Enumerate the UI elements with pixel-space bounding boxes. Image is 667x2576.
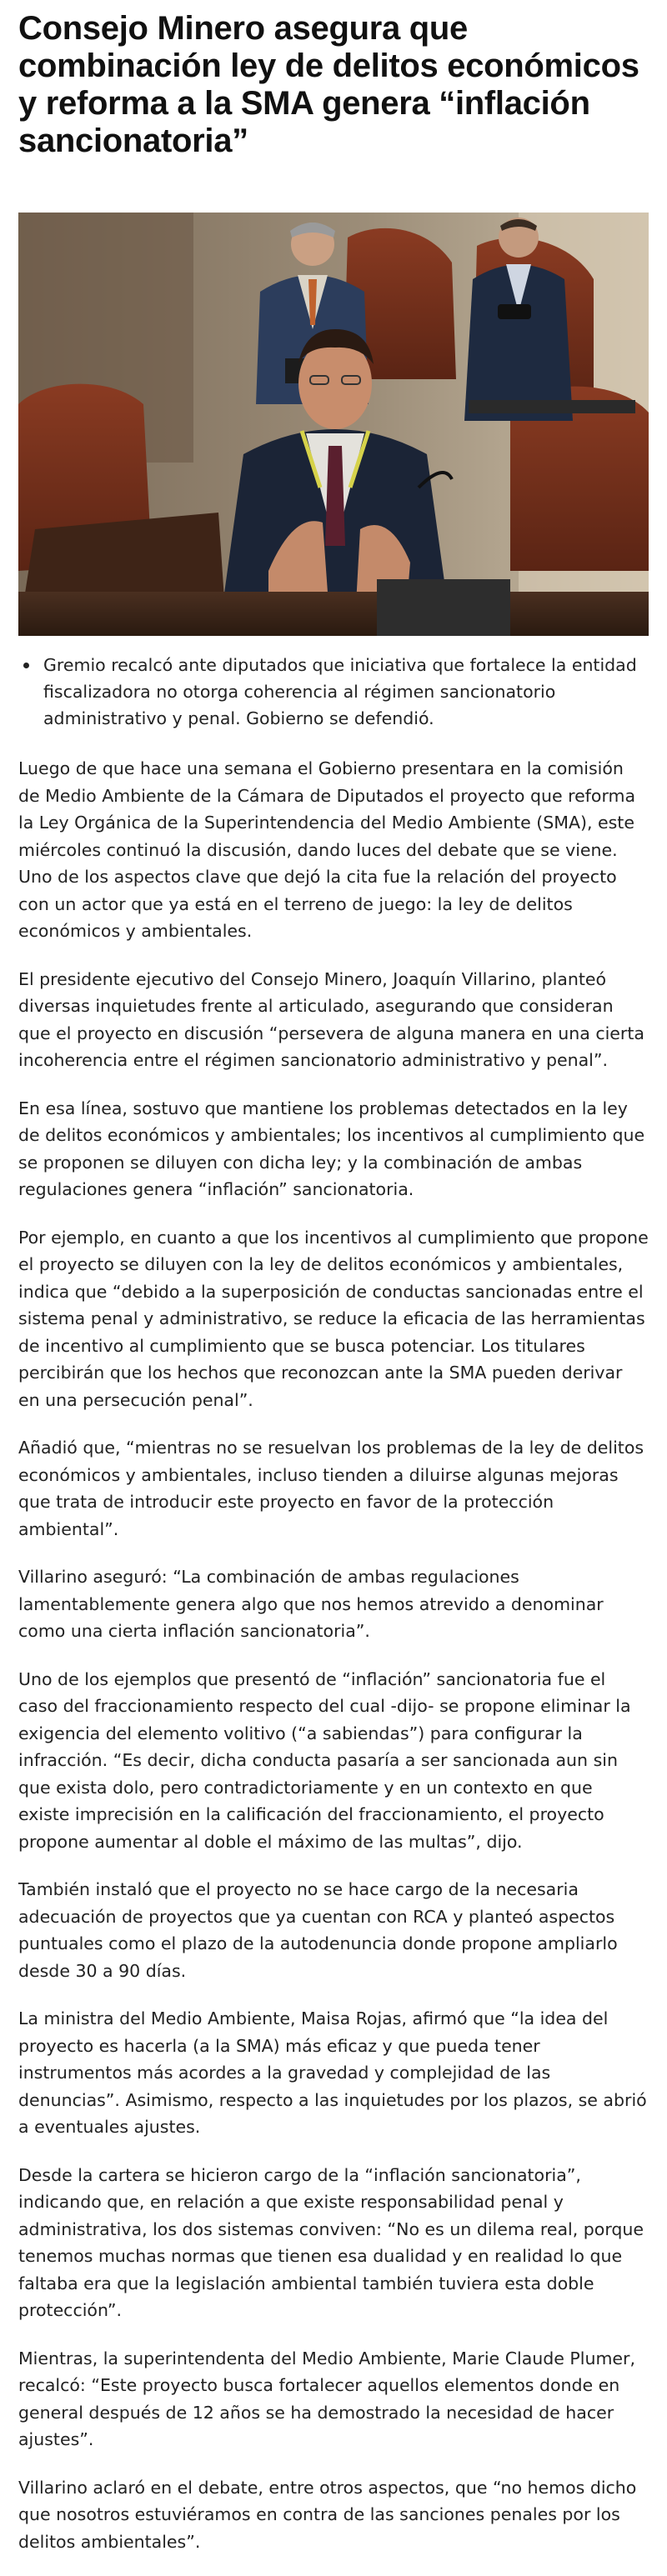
article-body [18, 755, 649, 2576]
body-paragraph: En esa línea, sostuvo que mantiene los problemas detectados en la ley de delitos económicos y ambientales; los incentivos al cumplimiento que se proponen se diluyen con dicha ley; y la combinación de ambas regulaciones genera “inflación” sancionatoria. [18, 1098, 645, 1199]
article-photo [18, 213, 649, 636]
body-paragraph: Luego de que hace una semana el Gobierno presentara en la comisión de Medio Ambiente de la Cámara de Diputados el proyecto que reforma la Ley Orgánica de la Superintendencia del Medio Ambiente (SMA), este miércoles continuó la discusión, dando luces del debate que se viene. Uno de los aspectos clave que dejó la cita fue la relación del proyecto con un actor que ya está en el terreno de juego: la ley de delitos económicos y ambientales. [18, 758, 636, 941]
body-paragraph: Mientras, la superintendenta del Medio Ambiente, Marie Claude Plumer, recalcó: “Este proyecto busca fortalecer aquellos elementos donde en general después de 12 años se ha demostrado la necesidad de hacer ajustes”. [18, 2348, 635, 2449]
body-paragraph: Añadió que, “mientras no se resuelvan los problemas de la ley de delitos económicos y ambientales, incluso tienden a diluirse algunas mejoras que trata de introducir este proyecto en favor de la protección ambiental”. [18, 1438, 644, 1539]
body-paragraph: Desde la cartera se hicieron cargo de la “inflación sancionatoria”, indicando que, en relación a que existe responsabilidad penal y administrativa, los dos sistemas conviven: “No es un dilema real, porque tenemos muchas normas que tienen esa dualidad y en realidad lo que faltaba era que la legislación ambiental también tuviera esta doble protección”. [18, 2164, 644, 2320]
body-paragraph: También instaló que el proyecto no se hace cargo de la necesaria adecuación de proyectos que ya cuentan con RCA y planteó aspectos puntuales como el plazo de la autodenuncia donde propone ampliarlo desde 30 a 90 días. [18, 1879, 618, 1981]
body-paragraph: Uno de los ejemplos que presentó de “inflación” sancionatoria fue el caso del fraccionamiento respecto del cual -dijo- se propone eliminar la exigencia del elemento volitivo (“a sabiendas”) para configurar la infracción. “Es decir, dicha conducta pasaría a ser sancionada aun sin que exista dolo, pero contradictoriamente y en un contexto en que existe imprecisión en la calificación del fraccionamiento, el proyecto propone aumentar al doble el máximo de las multas”, dijo. [18, 1668, 631, 1852]
body-paragraph: Villarino aseguró: “La combinación de ambas regulaciones lamentablemente genera algo que nos hemos atrevido a denominar como una cierta inflación sancionatoria”. [18, 1567, 604, 1641]
summary-item: Gremio recalcó ante diputados que iniciativa que fortalece la entidad fiscalizadora no otorga coherencia al régimen sancionatorio administrativo y penal. Gobierno se defendió. [18, 652, 649, 732]
body-paragraph: La ministra del Medio Ambiente, Maisa Rojas, afirmó que “la idea del proyecto es hacerla (a la SMA) más eficaz y que pueda tener instrumentos más acordes a la gravedad y complejidad de las denuncias”. Asimismo, respecto a las inquietudes por los plazos, se abrió a eventuales ajustes. [18, 2008, 647, 2137]
body-paragraph: Por ejemplo, en cuanto a que los incentivos al cumplimiento que propone el proyecto se diluyen con la ley de delitos económicos y ambientales, indica que “debido a la superposición de conductas sancionadas entre el sistema penal y administrativo, se reduce la eficacia de las herramientas de incentivo al cumplimiento que se busca potenciar. Los titulares percibirán que los hechos que reconozcan ante la SMA pueden derivar en una persecución penal”. [18, 1227, 649, 1410]
body-paragraph: El presidente ejecutivo del Consejo Minero, Joaquín Villarino, planteó diversas inquietudes frente al articulado, asegurando que consideran que el proyecto en discusión “persevera de alguna manera en una cierta incoherencia entre el régimen sancionatorio administrativo y penal”. [18, 968, 644, 1070]
body-paragraph: Villarino aclaró en el debate, entre otros aspectos, que “no hemos dicho que nosotros estuviéramos en contra de las sanciones penales por los delitos ambientales”. [18, 2477, 637, 2552]
article-summary [18, 652, 649, 732]
article-headline: Consejo Minero asegura que combinación ley de delitos económicos y reforma a la SMA genera “inflación sancionatoria” [18, 10, 639, 159]
